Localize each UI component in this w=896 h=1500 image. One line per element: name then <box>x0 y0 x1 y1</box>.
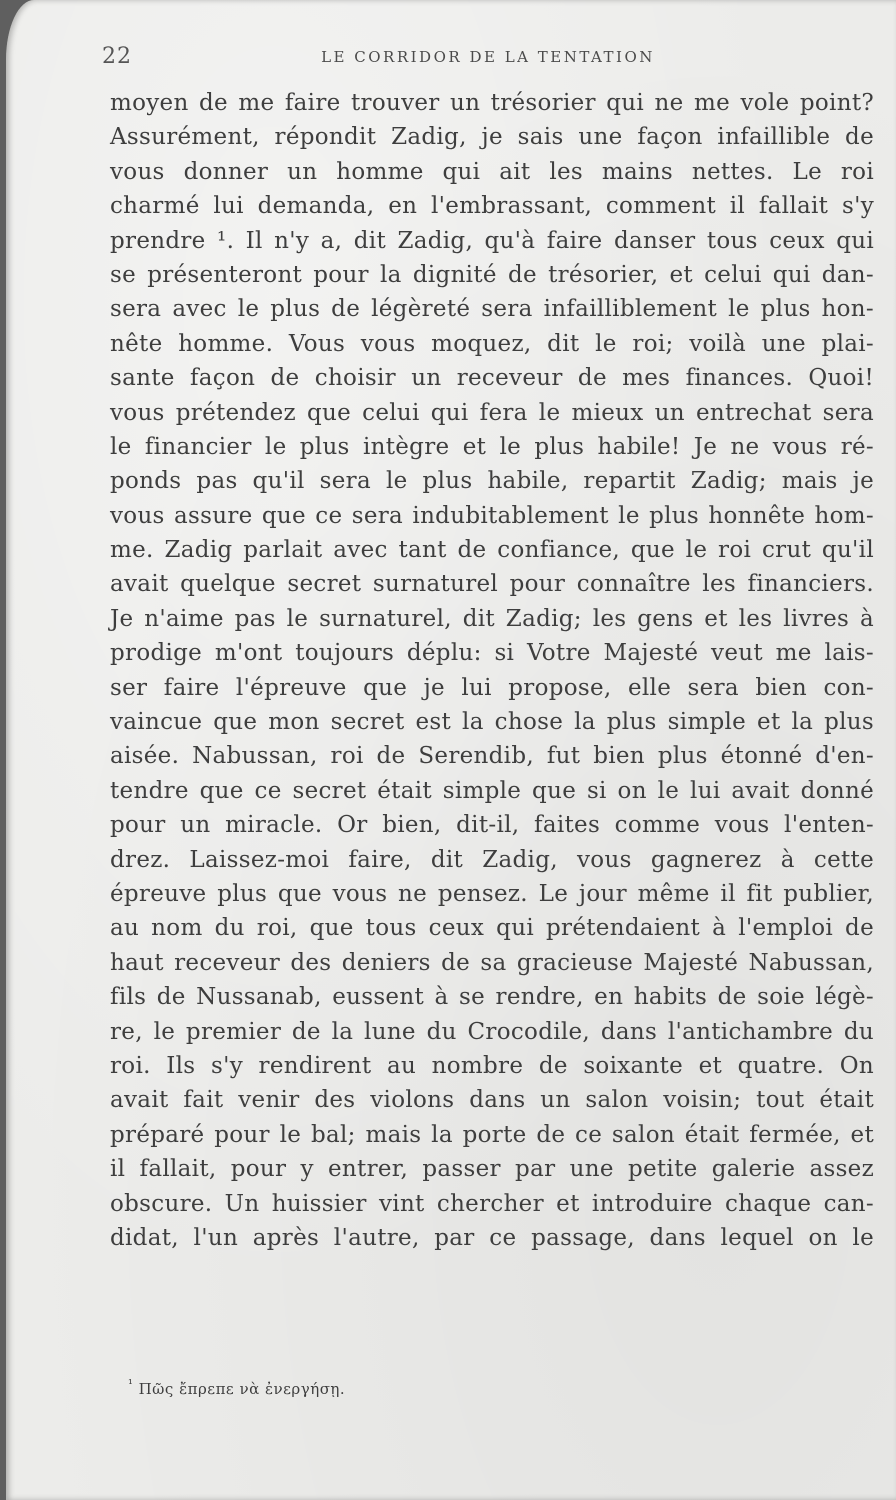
text-line: didat, l'un après l'autre, par ce passage, dans lequel on le <box>110 1224 874 1251</box>
text-line: fils de Nussanab, eussent à se rendre, en habits de soie légè- <box>110 984 874 1011</box>
text-line: épreuve plus que vous ne pensez. Le jour même il fit publier, <box>110 880 874 907</box>
text-line: Assurément, répondit Zadig, je sais une façon infaillible de <box>110 124 874 151</box>
text-line: il fallait, pour y entrer, passer par une petite galerie assez <box>110 1156 874 1183</box>
page-number: 22 <box>102 44 132 69</box>
footnote-text: Πῶς ἔπρεπε νὰ ἐνεργήσῃ. <box>138 1380 346 1398</box>
text-line: ser faire l'épreuve que je lui propose, elle sera bien con- <box>110 674 874 701</box>
text-line: sera avec le plus de légèreté sera infailliblement le plus hon- <box>110 296 874 323</box>
text-line: vous donner un homme qui ait les mains nettes. Le roi <box>110 158 874 185</box>
text-line: avait fait venir des violons dans un salon voisin; tout était <box>110 1087 874 1114</box>
text-line: vaincue que mon secret est la chose la plus simple et la plus <box>110 709 874 736</box>
text-line: haut receveur des deniers de sa gracieuse Majesté Nabussan, <box>110 949 874 976</box>
text-line: re, le premier de la lune du Crocodile, dans l'antichambre du <box>110 1018 874 1045</box>
text-line: au nom du roi, que tous ceux qui prétendaient à l'emploi de <box>110 915 874 942</box>
text-line: moyen de me faire trouver un trésorier qui ne me vole point? <box>110 90 874 116</box>
footnote <box>128 1377 346 1398</box>
text-line: se présenteront pour la dignité de trésorier, et celui qui dan- <box>110 261 874 288</box>
running-head <box>102 44 874 70</box>
body-text <box>110 86 874 1255</box>
text-line: prodige m'ont toujours déplu: si Votre Majesté veut me lais- <box>110 640 874 667</box>
text-line: préparé pour le bal; mais la porte de ce salon était fermée, et <box>110 1121 874 1148</box>
text-line: drez. Laissez-moi faire, dit Zadig, vous gagnerez à cette <box>110 846 874 873</box>
footnote-marker: ¹ <box>128 1377 134 1391</box>
text-line: charmé lui demanda, en l'embrassant, comment il fallait s'y <box>110 193 874 220</box>
text-line: obscure. Un huissier vint chercher et introduire chaque can- <box>110 1190 874 1217</box>
text-line: vous assure que ce sera indubitablement le plus honnête hom- <box>110 502 874 529</box>
text-line: roi. Ils s'y rendirent au nombre de soixante et quatre. On <box>110 1052 874 1079</box>
text-line: Je n'aime pas le surnaturel, dit Zadig; les gens et les livres à <box>110 605 874 632</box>
text-line: avait quelque secret surnaturel pour connaître les financiers. <box>110 571 874 598</box>
text-line: aisée. Nabussan, roi de Serendib, fut bien plus étonné d'en- <box>110 743 874 770</box>
book-page <box>6 0 896 1500</box>
text-line: sante façon de choisir un receveur de mes finances. Quoi! <box>110 365 874 392</box>
text-line: prendre ¹. Il n'y a, dit Zadig, qu'à faire danser tous ceux qui <box>110 227 874 254</box>
text-line: vous prétendez que celui qui fera le mieux un entrechat sera <box>110 399 874 426</box>
text-line: ponds pas qu'il sera le plus habile, repartit Zadig; mais je <box>110 468 874 495</box>
text-line: le financier le plus intègre et le plus habile! Je ne vous ré- <box>110 433 874 460</box>
text-line: tendre que ce secret était simple que si on le lui avait donné <box>110 777 874 804</box>
running-title: LE CORRIDOR DE LA TENTATION <box>321 48 655 66</box>
text-line: pour un miracle. Or bien, dit-il, faites comme vous l'enten- <box>110 812 874 839</box>
text-line: me. Zadig parlait avec tant de confiance, que le roi crut qu'il <box>110 537 874 564</box>
text-line: nête homme. Vous vous moquez, dit le roi; voilà une plai- <box>110 330 874 357</box>
